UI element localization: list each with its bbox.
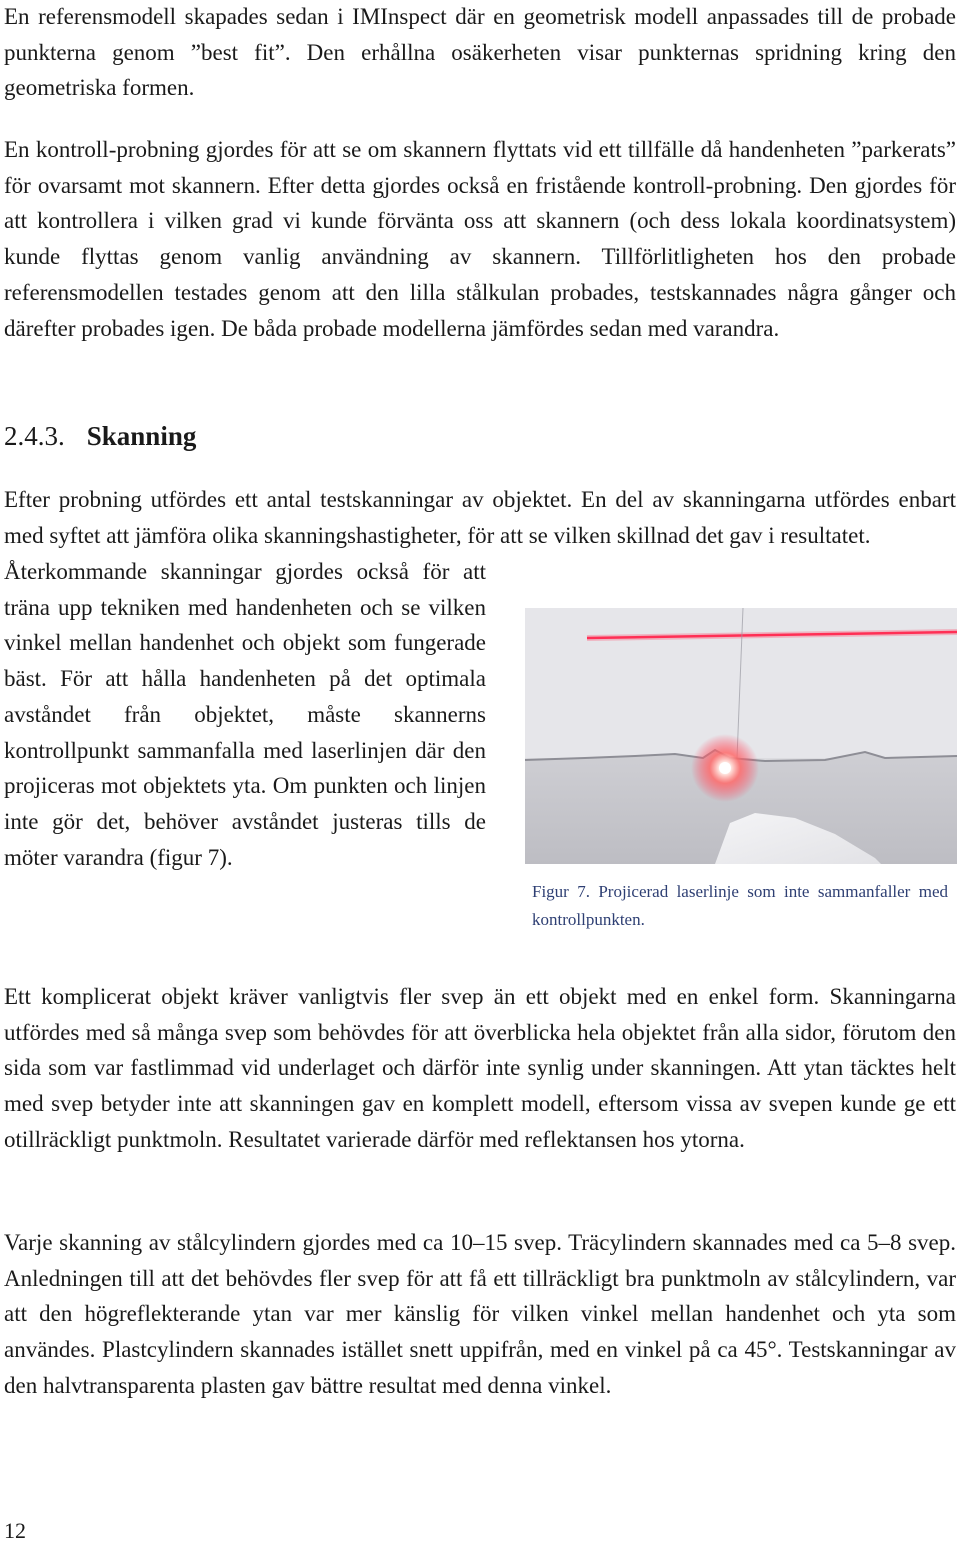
paragraph-test-scans: Efter probning utfördes ett antal testskanningar av objektet. En del av skanningarna utfördes enbart med syftet att jämföra olika skanningshastigheter, för att se vilken skillnad det gav i resultatet. (4, 487, 956, 548)
paragraph-control-probing: En kontroll-probning gjordes för att se om skannern flyttats vid ett tillfälle då handenheten ”parkerats” för ovarsamt mot skannern. Efter detta gjordes också en fristående kontroll-probning. Den gjordes för att kontrollera i vilken grad vi kunde förvänta oss att skannern (och dess lokala koordinatsystem) kunde flyttas genom vanlig användning av skannern. Tillförlitligheten hos den probade referensmodellen testades genom att den lilla stålkulan probades, testskannades några gånger och därefter probades igen. De båda probade modellerna jämfördes sedan med varandra. (4, 137, 956, 341)
paragraph-technique: Återkommande skanningar gjordes också för att träna upp tekniken med handenheten och se vilken vinkel mellan handenhet och objekt som fungerade bäst. För att hålla handenheten på det optimala avståndet från objektet, måste skannerns kontrollpunkt sammanfalla med laserlinjen där den projiceras mot objektets yta. Om punkten och linjen inte gör det, behöver avståndet justeras tills de möter varandra (figur 7). (4, 559, 486, 870)
figure-caption: Figur 7. Projicerad laserlinje som inte sammanfaller med kontrollpunkten. (532, 882, 948, 929)
figure-laser-photo (525, 608, 957, 864)
section-number: 2.4.3. (4, 421, 65, 451)
section-heading (4, 418, 196, 454)
paragraph-reference-model: En referensmodell skapades sedan i IMInspect där en geometrisk modell anpassades till de probade punkterna genom ”best fit”. Den erhållna osäkerheten visar punkternas spridning kring den geometriska formen. (4, 4, 956, 101)
page-number: 12 (4, 1518, 26, 1543)
paragraph-cylinders: Varje skanning av stålcylindern gjordes med ca 10–15 svep. Träcylindern skannades med ca 5–8 svep. Anledningen till att det behövdes fler svep för att få ett tillräckligt bra punktmoln av stålcylindern, var att den högreflekterande ytan var mer känslig för vilken vinkel mellan handenhet och yta som användes. Plastcylindern skannades istället snett uppifrån, med en vinkel på ca 45°. Testskanningar av den halvtransparenta plasten gav bättre resultat med denna vinkel. (4, 1230, 956, 1398)
section-title: Skanning (86, 421, 197, 451)
paragraph-complex-object: Ett komplicerat objekt kräver vanligtvis fler svep än ett objekt med en enkel form. Skanningarna utfördes med så många svep som behövdes för att överblicka hela objektet från alla sidor, förutom den sida som var fastlimmad vid underlaget och därför inte synlig under skanningen. Att ytan täcktes helt med svep betyder inte att skanningen gav en komplett modell, eftersom vissa av svepen kunde ge ett otillräckligt punktmoln. Resultatet varierade därför med reflektansen hos ytorna. (4, 984, 956, 1152)
laser-photo-illustration (525, 608, 957, 864)
